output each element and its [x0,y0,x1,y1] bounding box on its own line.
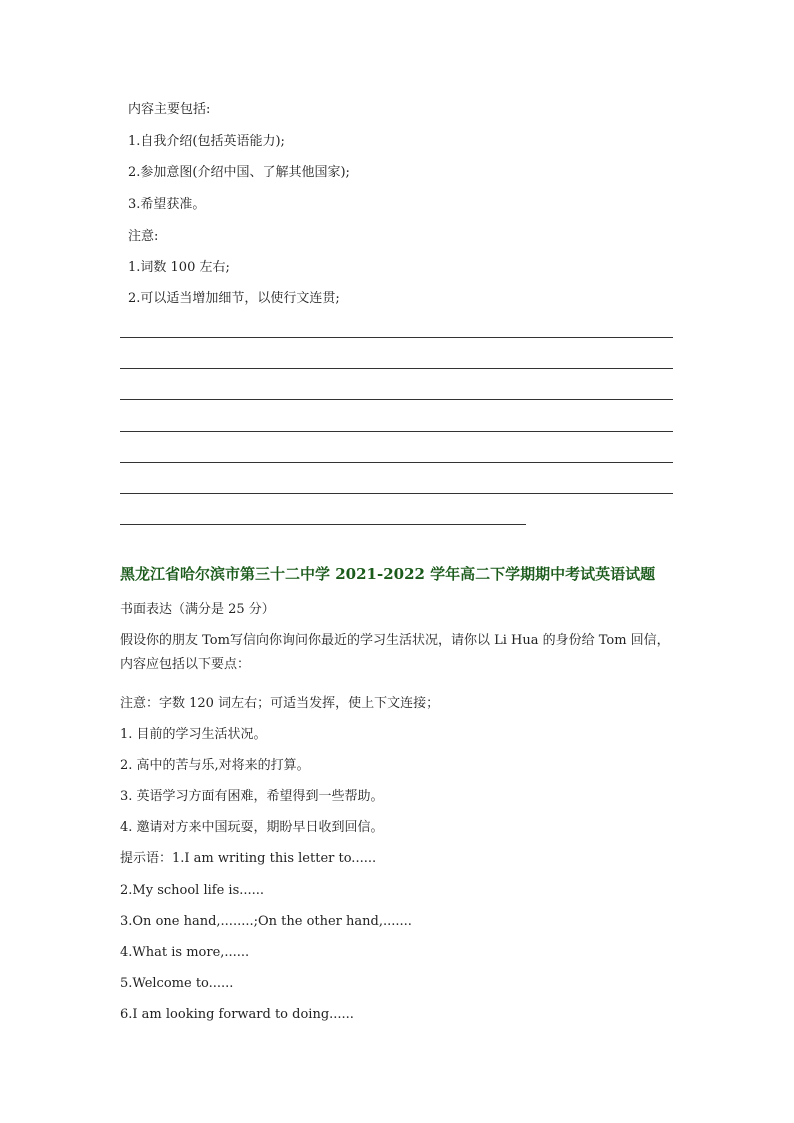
hint-1: 提示语：1.I am writing this letter to...... [120,851,377,866]
answer-line [120,462,673,463]
answer-line-short [120,524,526,525]
content-point-3: 3.希望获准。 [128,197,206,212]
answer-line [120,368,673,369]
content-point-1: 1.自我介绍(包括英语能力); [128,134,285,149]
answer-line [120,399,673,400]
content-intro: 内容主要包括: [128,102,211,117]
task-point-2: 2. 高中的苦与乐,对将来的打算。 [120,758,310,773]
answer-line [120,493,673,494]
hint-6: 6.I am looking forward to doing...... [120,1007,354,1022]
answer-line [120,337,673,338]
section-heading: 书面表达（满分是 25 分） [120,602,275,617]
hint-4: 4.What is more,...... [120,945,250,960]
hint-2: 2.My school life is...... [120,883,265,898]
answer-line [120,431,673,432]
note-label: 注意: [128,229,159,244]
task-point-4: 4. 邀请对方来中国玩耍，期盼早日收到回信。 [120,820,384,835]
exam-title: 黑龙江省哈尔滨市第三十二中学 2021-2022 学年高二下学期期中考试英语试题 [120,565,656,583]
task-prompt: 假设你的朋友 Tom写信向你询问你最近的学习生活状况，请你以 Li Hua 的身份给 Tom 回信，内容应包括以下要点： [120,633,670,672]
task-point-3: 3. 英语学习方面有困难，希望得到一些帮助。 [120,789,384,804]
hint-3: 3.On one hand,........;On the other hand,....... [120,914,412,929]
task-note: 注意：字数 120 词左右；可适当发挥，使上下文连接； [120,696,440,711]
note-2: 2.可以适当增加细节，以使行文连贯; [128,291,340,306]
task-point-1: 1. 目前的学习生活状况。 [120,727,267,742]
note-1: 1.词数 100 左右; [128,260,230,275]
content-point-2: 2.参加意图(介绍中国、了解其他国家); [128,165,350,180]
hint-5: 5.Welcome to...... [120,976,234,991]
